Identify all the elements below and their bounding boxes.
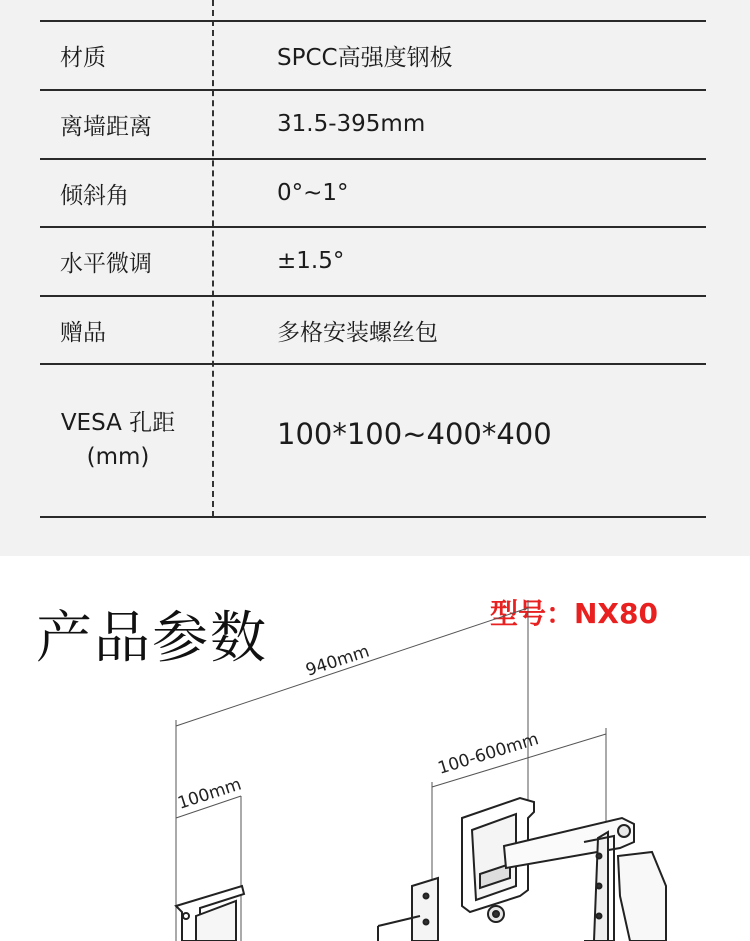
- wall-plate-left: [176, 886, 244, 941]
- model-number: 型号：NX80: [490, 597, 658, 630]
- spec-label-vesa: [58, 364, 178, 516]
- row-divider: [40, 158, 706, 160]
- dimension-line-940: [176, 608, 528, 726]
- dim-label-940: 940mm: [303, 641, 372, 681]
- spec-label-material: 材质: [60, 44, 106, 71]
- dim-label-100: 100mm: [175, 774, 244, 814]
- spec-value-material: SPCC高强度钢板: [277, 44, 453, 71]
- row-divider: [40, 516, 706, 518]
- column-divider: [212, 0, 214, 517]
- spec-label-vesa-line2: (mm): [86, 444, 150, 470]
- spec-label-tilt: 倾斜角: [60, 182, 129, 209]
- spec-value-level-adjust: ±1.5°: [277, 248, 345, 274]
- mount-dimension-diagram: [0, 556, 750, 941]
- spec-value-gift: 多格安装螺丝包: [277, 319, 438, 346]
- section-title: 产品参数: [36, 606, 268, 671]
- dim-label-100-600: 100-600mm: [435, 729, 542, 779]
- spec-label-gift: 赠品: [60, 319, 106, 346]
- spec-value-tilt: 0°~1°: [277, 180, 349, 206]
- spec-label-wall-distance: 离墙距离: [60, 113, 152, 140]
- spec-label-level-adjust: 水平微调: [60, 250, 152, 277]
- product-params-section: [0, 556, 750, 941]
- spec-label-vesa-line1: VESA 孔距: [60, 410, 176, 436]
- wall-mount-right: [378, 798, 666, 941]
- spec-value-vesa: 100*100~400*400: [277, 417, 552, 451]
- spec-value-wall-distance: 31.5-395mm: [277, 111, 426, 137]
